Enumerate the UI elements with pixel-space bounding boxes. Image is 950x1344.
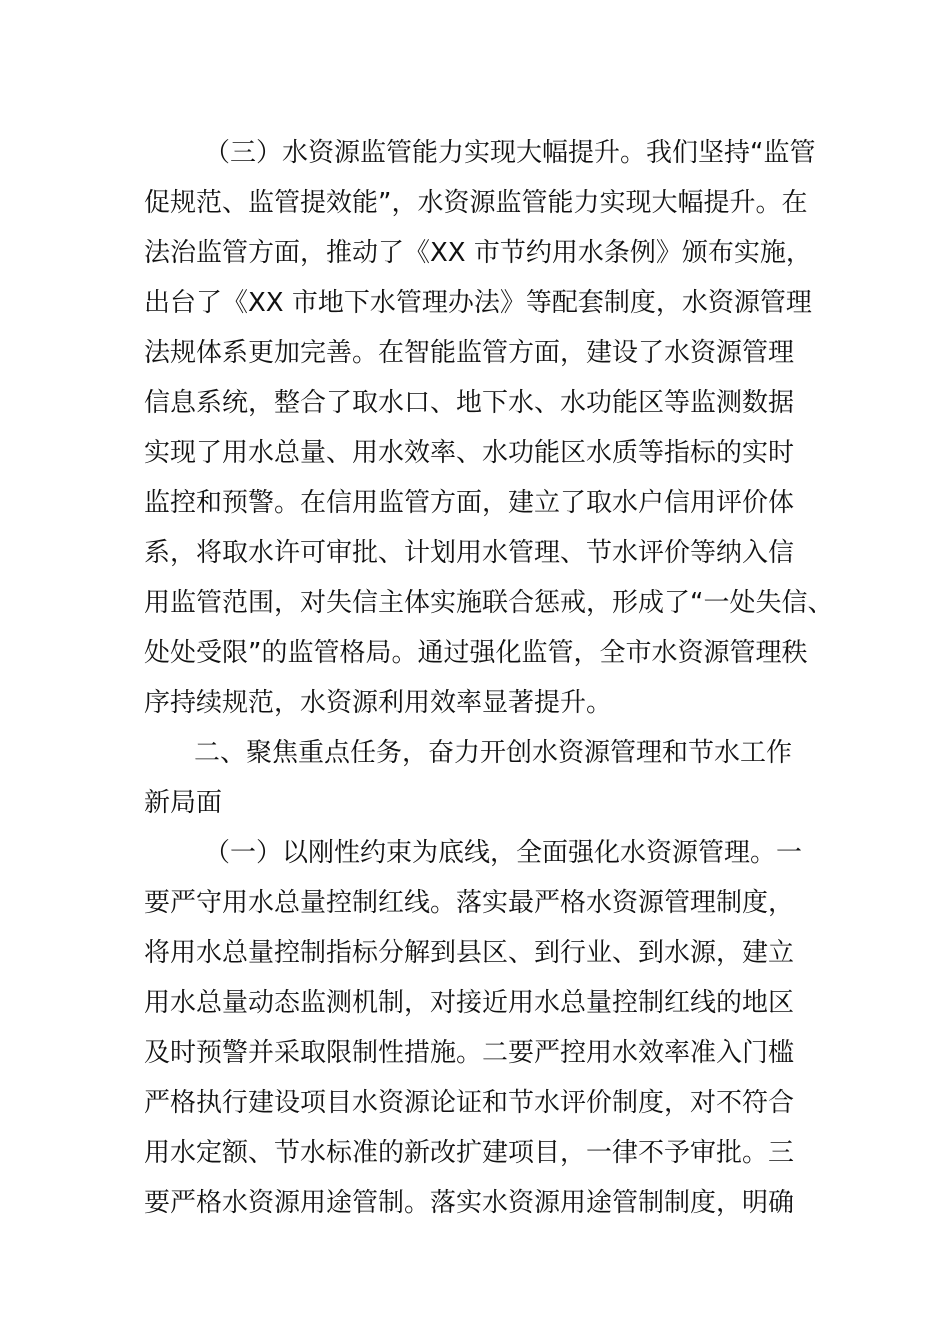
section-heading-line: 二、聚焦重点任务，奋力开创水资源管理和节水工作 — [194, 738, 793, 768]
paragraph-line: 用水总量动态监测机制，对接近用水总量控制红线的地区 — [144, 988, 795, 1018]
paragraph-line: 严格执行建设项目水资源论证和节水评价制度，对不符合 — [144, 1088, 795, 1118]
section-heading-line: 新局面 — [144, 788, 223, 818]
paragraph-line: 将用水总量控制指标分解到县区、到行业、到水源，建立 — [144, 938, 795, 968]
document-body — [144, 128, 834, 1228]
paragraph-line: 及时预警并采取限制性措施。二要严控用水效率准入门槛 — [144, 1038, 795, 1068]
paragraph-line: （一）以刚性约束为底线，全面强化水资源管理。一 — [204, 838, 803, 868]
paragraph-line: 促规范、监管提效能”，水资源监管能力实现大幅提升。在 — [144, 188, 808, 218]
paragraph-line: 序持续规范，水资源利用效率显著提升。 — [144, 688, 613, 718]
paragraph-line: 用水定额、节水标准的新改扩建项目，一律不予审批。三 — [144, 1138, 795, 1168]
paragraph-line: （三）水资源监管能力实现大幅提升。我们坚持“监管 — [204, 138, 816, 168]
paragraph-line: 用监管范围，对失信主体实施联合惩戒，形成了“一处失信、 — [144, 588, 834, 618]
paragraph-line: 处处受限”的监管格局。通过强化监管，全市水资源管理秩 — [144, 638, 808, 668]
paragraph-line: 法规体系更加完善。在智能监管方面，建设了水资源管理 — [144, 338, 795, 368]
paragraph-line: 要严守用水总量控制红线。落实最严格水资源管理制度， — [144, 888, 795, 918]
paragraph-line: 系，将取水许可审批、计划用水管理、节水评价等纳入信 — [144, 538, 795, 568]
paragraph-line: 出台了《XX 市地下水管理办法》等配套制度，水资源管理 — [144, 288, 812, 318]
paragraph-line: 实现了用水总量、用水效率、水功能区水质等指标的实时 — [144, 438, 795, 468]
paragraph-line: 法治监管方面，推动了《XX 市节约用水条例》颁布实施， — [144, 238, 812, 268]
paragraph-line: 监控和预警。在信用监管方面，建立了取水户信用评价体 — [144, 488, 795, 518]
paragraph-line: 要严格水资源用途管制。落实水资源用途管制制度，明确 — [144, 1188, 795, 1218]
paragraph-line: 信息系统，整合了取水口、地下水、水功能区等监测数据 — [144, 388, 795, 418]
